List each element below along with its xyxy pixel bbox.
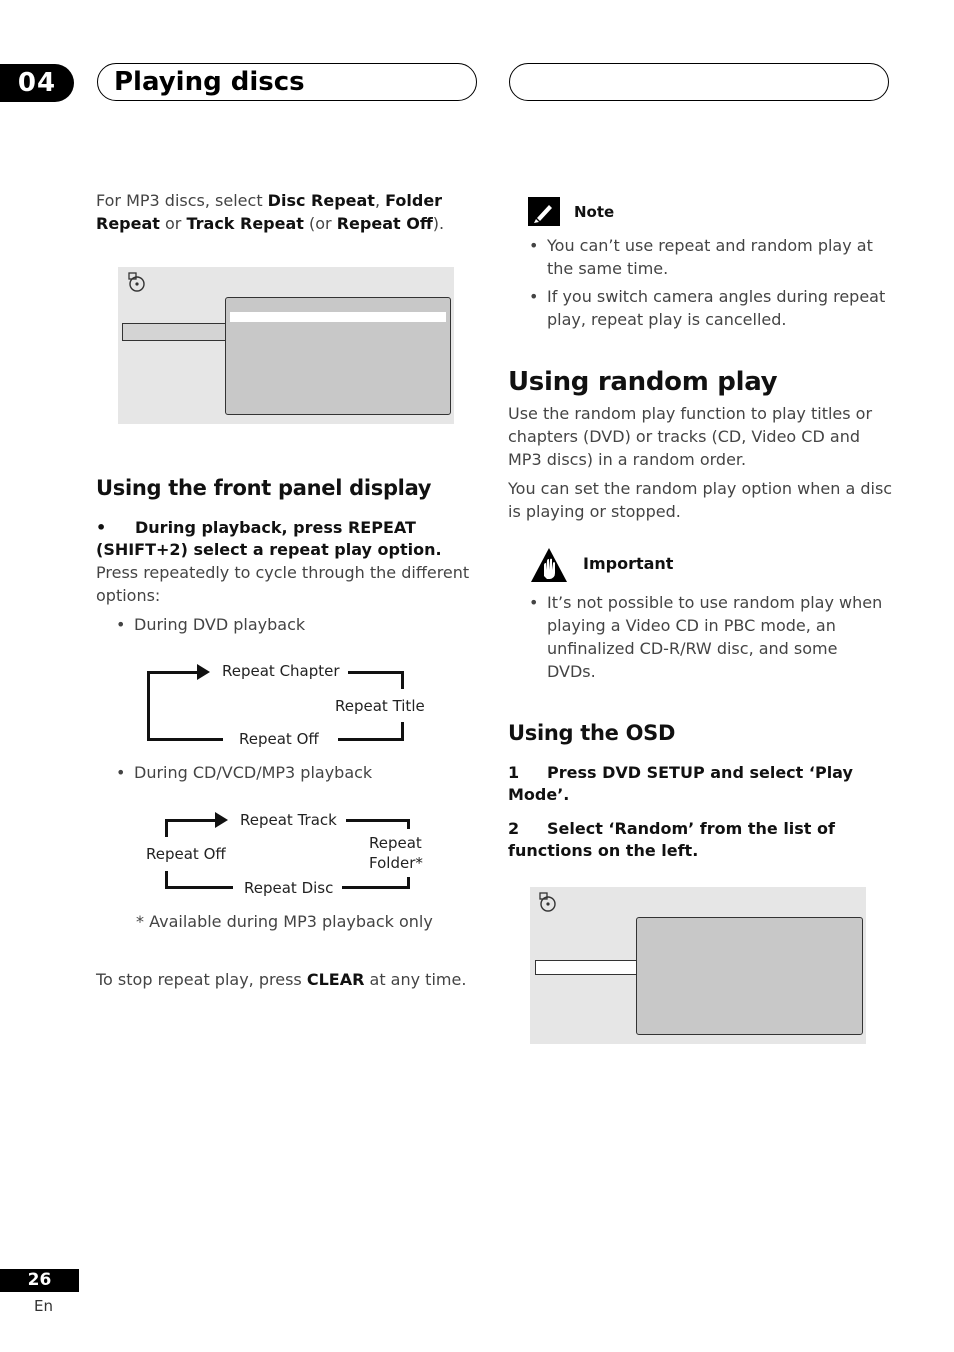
intro-text: For MP3 discs, select xyxy=(96,191,268,210)
flow-repeat-track: Repeat Track xyxy=(240,811,337,829)
mp3-footnote: * Available during MP3 playback only xyxy=(136,912,433,931)
flow-line xyxy=(346,819,410,822)
disc-icon xyxy=(537,892,559,912)
intro-repeat-off: Repeat Off xyxy=(336,214,433,233)
flow-line xyxy=(338,738,404,741)
mp3-intro-paragraph xyxy=(96,189,476,235)
step-bullet: • xyxy=(96,518,107,537)
page-number: 26 xyxy=(0,1269,79,1292)
dvd-playback-item: • During DVD playback xyxy=(116,615,306,634)
important-item-line: playing a Video CD in PBC mode, an xyxy=(547,616,836,635)
note-item-line: play, repeat play is cancelled. xyxy=(547,310,787,329)
step-description: Press repeatedly to cycle through the different options: xyxy=(96,563,470,605)
intro-text: or xyxy=(159,214,187,233)
intro-folder-repeat: Folder Repeat xyxy=(96,191,443,233)
language-code: En xyxy=(34,1297,53,1315)
cd-playback-item: • During CD/VCD/MP3 playback xyxy=(116,763,373,782)
flow-line xyxy=(165,886,233,889)
osd-screen-random xyxy=(530,887,866,1044)
osd-options-panel xyxy=(636,917,863,1035)
flow-line xyxy=(407,819,410,829)
note-pencil-icon xyxy=(528,197,560,226)
flow-arrow-right-icon xyxy=(197,664,210,680)
flow-line xyxy=(147,738,223,741)
osd-highlight-row xyxy=(230,312,446,322)
flow-repeat-off: Repeat Off xyxy=(239,730,319,748)
osd-step-2 xyxy=(508,818,888,862)
note-item-line: You can’t use repeat and random play at xyxy=(547,236,873,255)
intro-text: ). xyxy=(432,214,445,233)
paragraph-line: Use the random play function to play titles or xyxy=(508,404,873,423)
front-panel-heading: Using the front panel display xyxy=(96,476,432,500)
intro-text: (or xyxy=(303,214,337,233)
random-paragraph-2 xyxy=(508,477,893,523)
step-number: 2 xyxy=(508,819,520,838)
note-item: • If you switch camera angles during repeat play, repeat play is cancelled. xyxy=(529,287,886,329)
flow-repeat-folder-line1: Repeat xyxy=(369,834,422,852)
flow-repeat-chapter: Repeat Chapter xyxy=(222,662,340,680)
chapter-title: Playing discs xyxy=(114,67,305,97)
note-item: • You can’t use repeat and random play at the same time. xyxy=(529,236,873,278)
random-paragraph-1 xyxy=(508,402,893,471)
stop-text: To stop repeat play, press xyxy=(96,970,307,989)
random-play-heading: Using random play xyxy=(508,367,778,397)
flow-repeat-off: Repeat Off xyxy=(146,845,226,863)
disc-icon xyxy=(126,272,148,292)
paragraph-line: is playing or stopped. xyxy=(508,502,681,521)
paragraph-line: chapters (DVD) or tracks (CD, Video CD and xyxy=(508,427,860,446)
osd-screen-repeat xyxy=(118,267,454,424)
flow-repeat-title: Repeat Title xyxy=(335,697,425,715)
front-panel-step xyxy=(96,517,476,561)
intro-disc-repeat: Disc Repeat xyxy=(267,191,375,210)
osd-options-panel xyxy=(225,297,451,415)
chapter-number: 04 xyxy=(0,64,74,102)
stop-repeat-paragraph xyxy=(96,968,476,991)
stop-text: at any time. xyxy=(364,970,467,989)
note-label: Note xyxy=(574,203,615,221)
osd-heading: Using the OSD xyxy=(508,721,676,745)
paragraph-line: You can set the random play option when a disc xyxy=(508,479,893,498)
step-line: Select ‘Random’ from the list of xyxy=(547,819,835,838)
dvd-playback-label: During DVD playback xyxy=(134,615,306,634)
flow-line xyxy=(147,671,150,741)
flow-repeat-folder-line2: Folder* xyxy=(369,854,423,872)
flow-repeat-disc: Repeat Disc xyxy=(244,879,334,897)
important-warning-icon xyxy=(529,546,569,584)
cd-playback-label: During CD/VCD/MP3 playback xyxy=(134,763,373,782)
flow-line xyxy=(342,886,410,889)
chapter-title-box xyxy=(97,63,477,101)
flow-line xyxy=(147,671,199,674)
osd-menu-tab-selected xyxy=(535,960,640,975)
important-item-line: It’s not possible to use random play when xyxy=(547,593,883,612)
important-label: Important xyxy=(583,554,674,573)
flow-arrow-right-icon xyxy=(215,812,228,828)
intro-text: , xyxy=(374,191,386,210)
intro-track-repeat: Track Repeat xyxy=(186,214,304,233)
pencil-icon xyxy=(528,197,560,226)
important-item: • It’s not possible to use random play when playing a Video CD in PBC mode, an unfinalized CD-R/RW disc, and some DVDs. xyxy=(529,593,883,681)
stop-clear-key: CLEAR xyxy=(306,970,365,989)
note-item-line: the same time. xyxy=(547,259,669,278)
important-item-line: unfinalized CD-R/RW disc, and some xyxy=(547,639,838,658)
flow-line xyxy=(165,819,217,822)
flow-line xyxy=(348,671,404,674)
osd-menu-tab xyxy=(122,323,228,341)
flow-line xyxy=(401,671,404,689)
step-text: During playback, press REPEAT (SHIFT+2) select a repeat play option. xyxy=(96,518,442,559)
step-line: functions on the left. xyxy=(508,841,699,860)
important-item-line: DVDs. xyxy=(547,662,596,681)
osd-step-1 xyxy=(508,762,888,806)
paragraph-line: MP3 discs) in a random order. xyxy=(508,450,747,469)
step-line: Press DVD SETUP and select ‘Play xyxy=(547,763,853,782)
chapter-title-box-empty xyxy=(509,63,889,101)
step-line: Mode’. xyxy=(508,785,570,804)
note-item-line: If you switch camera angles during repeat xyxy=(547,287,886,306)
step-number: 1 xyxy=(508,763,520,782)
